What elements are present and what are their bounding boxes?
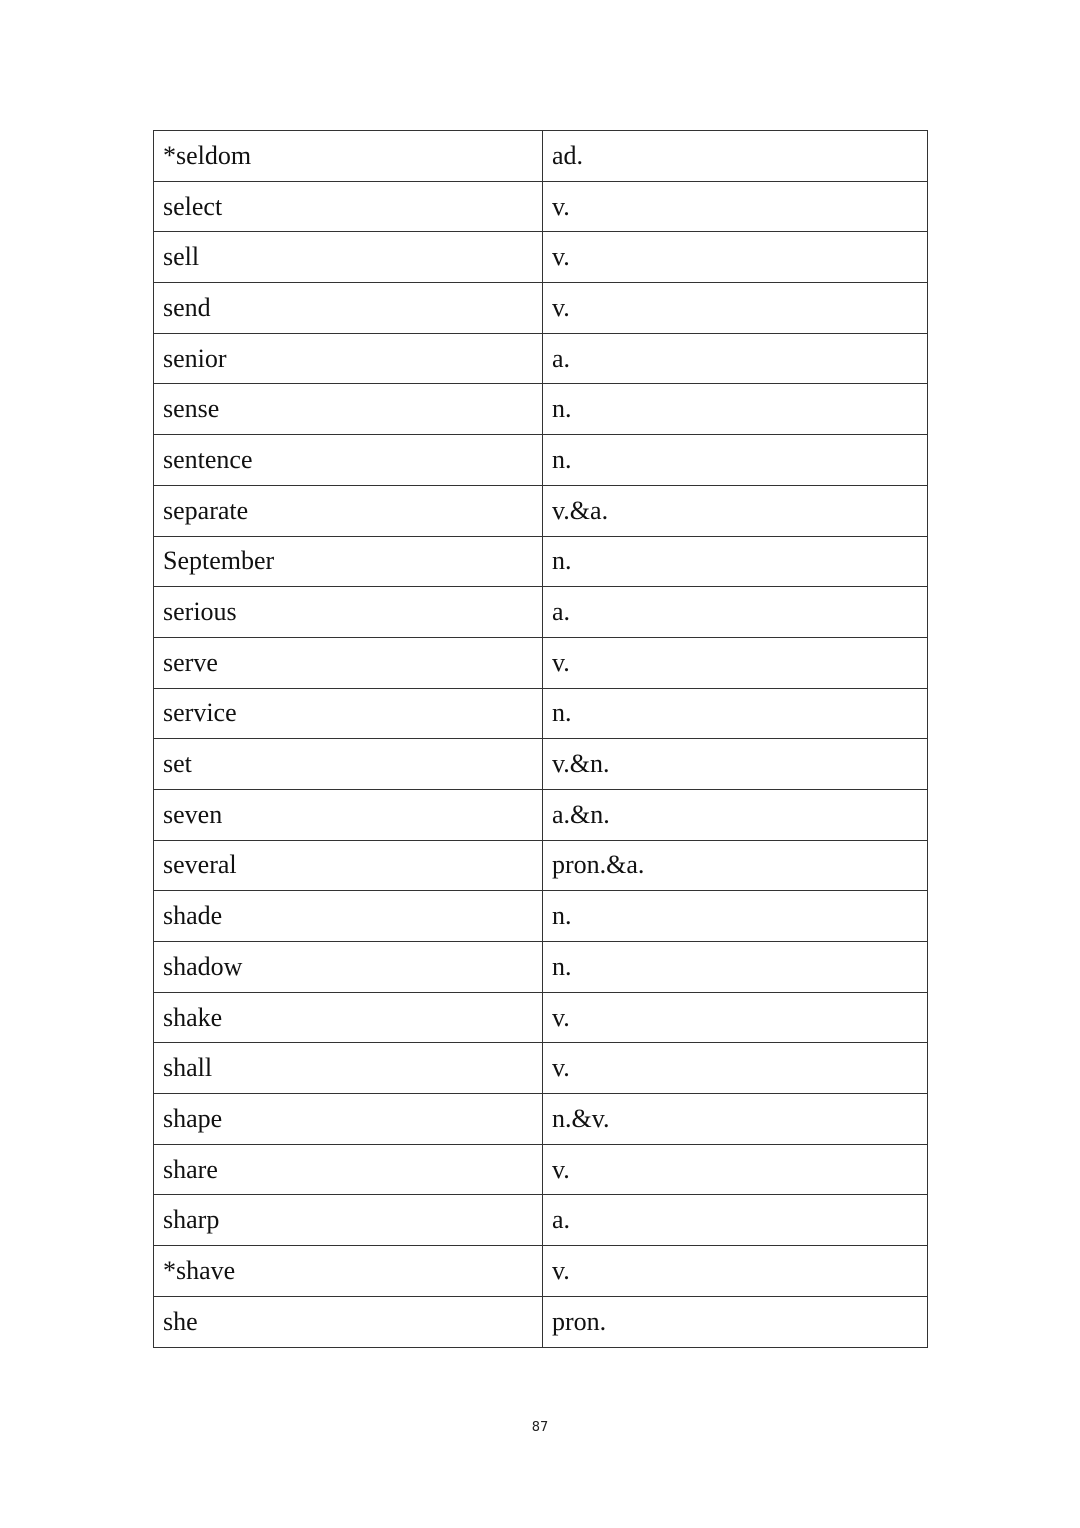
table-row	[154, 587, 928, 638]
table-row	[154, 1144, 928, 1195]
word-cell: service	[154, 688, 543, 739]
part-of-speech-cell: v.	[543, 181, 928, 232]
table-row	[154, 181, 928, 232]
part-of-speech-cell: n.	[543, 688, 928, 739]
table-row	[154, 232, 928, 283]
part-of-speech-cell: pron.&a.	[543, 840, 928, 891]
word-cell: serious	[154, 587, 543, 638]
word-cell: *seldom	[154, 131, 543, 182]
page-number: 87	[531, 1420, 549, 1435]
table-row	[154, 789, 928, 840]
table-row	[154, 637, 928, 688]
part-of-speech-cell: v.	[543, 283, 928, 334]
part-of-speech-cell: n.&v.	[543, 1094, 928, 1145]
word-cell: September	[154, 536, 543, 587]
part-of-speech-cell: n.	[543, 891, 928, 942]
table-row	[154, 1296, 928, 1347]
table-row	[154, 435, 928, 486]
part-of-speech-cell: v.	[543, 992, 928, 1043]
part-of-speech-cell: v.	[543, 1144, 928, 1195]
table-row	[154, 1043, 928, 1094]
table-row	[154, 384, 928, 435]
word-cell: serve	[154, 637, 543, 688]
word-cell: sharp	[154, 1195, 543, 1246]
word-cell: seven	[154, 789, 543, 840]
part-of-speech-cell: pron.	[543, 1296, 928, 1347]
part-of-speech-cell: v.&n.	[543, 739, 928, 790]
table-row	[154, 283, 928, 334]
part-of-speech-cell: a.	[543, 333, 928, 384]
word-cell: sense	[154, 384, 543, 435]
word-cell: shadow	[154, 942, 543, 993]
part-of-speech-cell: ad.	[543, 131, 928, 182]
part-of-speech-cell: v.	[543, 232, 928, 283]
word-cell: send	[154, 283, 543, 334]
part-of-speech-cell: n.	[543, 435, 928, 486]
word-cell: *shave	[154, 1246, 543, 1297]
word-cell: shall	[154, 1043, 543, 1094]
table-row	[154, 536, 928, 587]
table-row	[154, 891, 928, 942]
table-row	[154, 840, 928, 891]
part-of-speech-cell: n.	[543, 384, 928, 435]
word-cell: shape	[154, 1094, 543, 1145]
table-row	[154, 485, 928, 536]
word-cell: senior	[154, 333, 543, 384]
table-row	[154, 992, 928, 1043]
part-of-speech-cell: v.	[543, 637, 928, 688]
table-row	[154, 739, 928, 790]
vocabulary-table	[153, 130, 928, 1348]
word-cell: select	[154, 181, 543, 232]
table-row	[154, 942, 928, 993]
word-cell: set	[154, 739, 543, 790]
word-cell: several	[154, 840, 543, 891]
part-of-speech-cell: n.	[543, 536, 928, 587]
part-of-speech-cell: a.	[543, 1195, 928, 1246]
part-of-speech-cell: v.	[543, 1246, 928, 1297]
table-row	[154, 131, 928, 182]
part-of-speech-cell: n.	[543, 942, 928, 993]
table-row	[154, 1246, 928, 1297]
word-cell: she	[154, 1296, 543, 1347]
word-cell: separate	[154, 485, 543, 536]
word-cell: sell	[154, 232, 543, 283]
table-row	[154, 688, 928, 739]
part-of-speech-cell: v.	[543, 1043, 928, 1094]
table-row	[154, 333, 928, 384]
part-of-speech-cell: v.&a.	[543, 485, 928, 536]
word-cell: share	[154, 1144, 543, 1195]
word-cell: shade	[154, 891, 543, 942]
table-row	[154, 1195, 928, 1246]
part-of-speech-cell: a.&n.	[543, 789, 928, 840]
word-cell: shake	[154, 992, 543, 1043]
table-row	[154, 1094, 928, 1145]
vocabulary-table-body	[154, 131, 928, 1348]
part-of-speech-cell: a.	[543, 587, 928, 638]
word-cell: sentence	[154, 435, 543, 486]
